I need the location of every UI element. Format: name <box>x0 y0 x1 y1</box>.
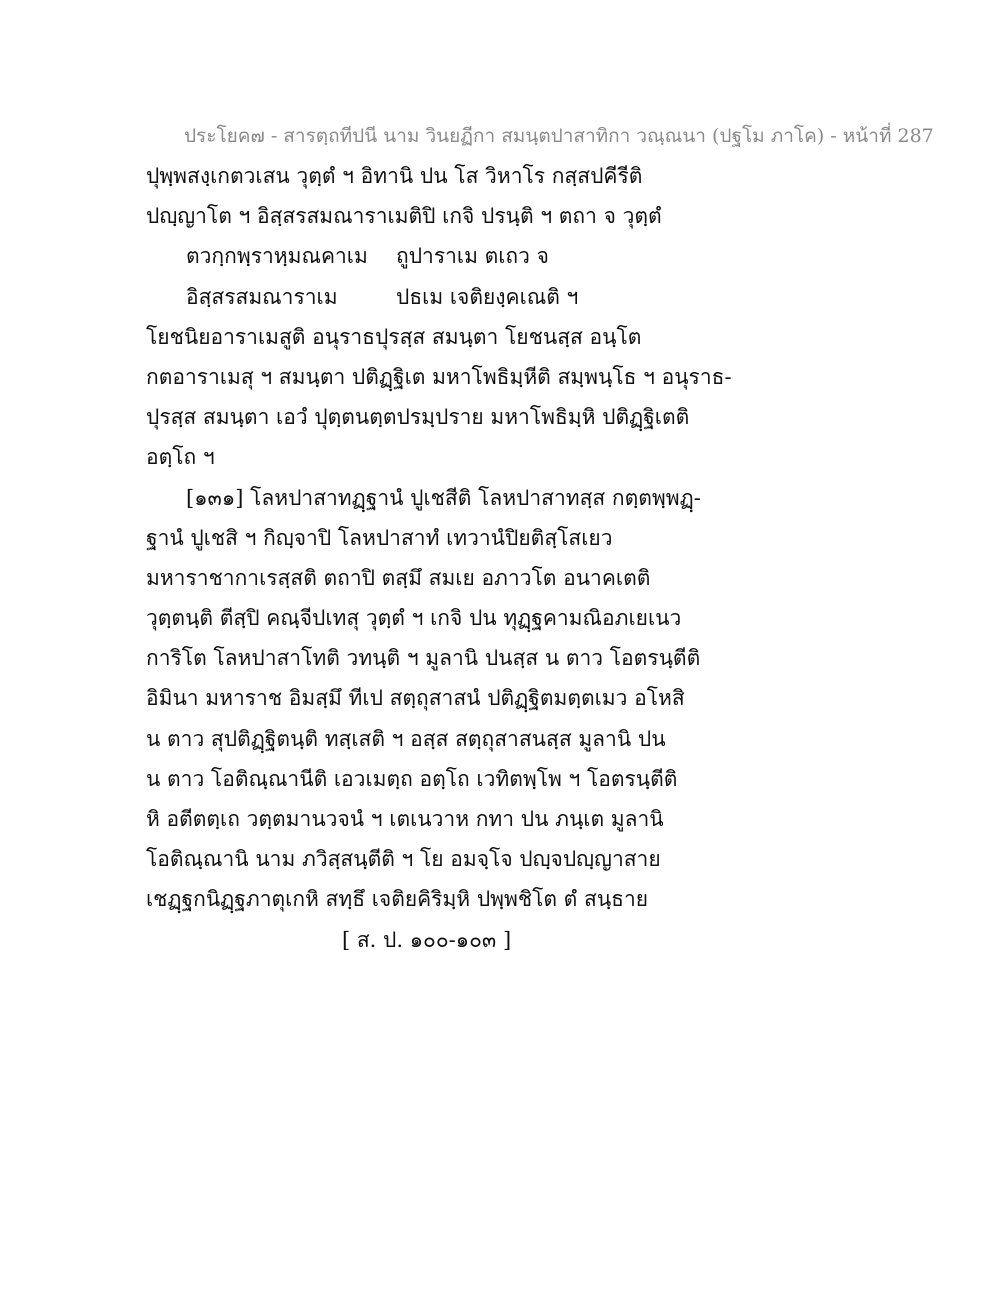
text-line: โอติณฺณานิ นาม ภวิสฺสนฺตีติ ฯ โย อมจฺโจ ปญฺจปญฺญาสาย <box>146 847 661 872</box>
verse-first-half: ตวกฺกพฺราหฺมณคาเม <box>186 244 368 269</box>
text-line: เชฏฺฐกนิฏฺฐภาตุเกหิ สทฺธึ เจติยคิริมฺหิ ปพฺพชิโต ตํ สนฺธาย <box>146 887 649 912</box>
text-line: ฐานํ ปูเชสิ ฯ กิญฺจาปิ โลหปาสาทํ เทวานํปิยติสฺโสเยว <box>146 525 613 550</box>
verse-second-half: ปธเม เจติยงฺคเณติ ฯ <box>396 284 579 309</box>
text-line: น ตาว โอติณฺณานีติ เอวเมตฺถ อตฺโถ เวทิตพฺโพ ฯ โอตรนฺตีติ <box>146 766 678 791</box>
source-reference: [ ส. ป. ๑๐๐-๑๐๓ ] <box>342 927 512 952</box>
text-line: ปุพฺพสงฺเกตวเสน วุตฺตํ ฯ อิทานิ ปน โส วิหาโร กสฺสปคีรีติ <box>146 164 643 188</box>
body-text <box>146 156 846 960</box>
verse-line <box>146 236 846 276</box>
text-line: ปุรสฺส สมนฺตา เอวํ ปุตฺตนตฺตปรมฺปราย มหาโพธิมฺหิ ปติฏฺฐิเตติ <box>146 405 690 430</box>
verse-second-half: ถูปาราเม ตเถว จ <box>396 244 549 269</box>
text-line: ปญฺญาโต ฯ อิสฺสรสมณาราเมติปิ เกจิ ปรนฺติ ฯ ตถา จ วุตฺตํ <box>146 204 662 229</box>
text-line: อิมินา มหาราช อิมสฺมึ ทีเป สตฺถุสาสนํ ปติฏฺฐิตมตฺตเมว อโหสิ <box>146 686 685 711</box>
text-line: มหาราชากาเรสฺสติ ตถาปิ ตสฺมึ สมเย อภาวโต อนาคเตติ <box>146 565 651 590</box>
paragraph-first-line: [๑๓๑] โลหปาสาทฏฺฐานํ ปูเชสีติ โลหปาสาทสฺส กตฺตพฺพฏฺ- <box>186 485 701 510</box>
text-line: อตฺโถ ฯ <box>146 445 215 470</box>
text-line: น ตาว สุปติฏฺฐิตนฺติ ทสฺเสติ ฯ อสฺส สตฺถุสาสนสฺส มูลานิ ปน <box>146 726 666 751</box>
text-line: กตอาราเมสุ ฯ สมนฺตา ปติฏฺฐิเต มหาโพธิมฺหีติ สมฺพนฺโธ ฯ อนุราธ- <box>146 364 732 389</box>
text-line: การิโต โลหปาสาโทติ วทนฺติ ฯ มูลานิ ปนสฺส น ตาว โอตรนฺตีติ <box>146 646 701 671</box>
text-line: โยชนิยอาราเมสูติ อนุราธปุรสฺส สมนฺตา โยชนสฺส อนฺโต <box>146 324 642 349</box>
verse-line <box>146 277 846 317</box>
text-line: วุตฺตนฺติ ตีสฺปิ คณฺจีปเทสุ วุตฺตํ ฯ เกจิ ปน ทุฏฺฐคามณิอภเยเนว <box>146 606 682 631</box>
text-line: หิ อตีตตฺเถ วตฺตมานวจนํ ฯ เตเนวาห กทา ปน ภนฺเต มูลานิ <box>146 807 664 831</box>
verse-first-half: อิสฺสรสมณาราเม <box>186 284 338 309</box>
running-header: ประโยค๗ - สารตฺถทีปนี นาม วินยฏีกา สมนฺตปาสาทิกา วณฺณนา (ปฐโม ภาโค) - หน้าที่ 287 <box>184 125 934 147</box>
